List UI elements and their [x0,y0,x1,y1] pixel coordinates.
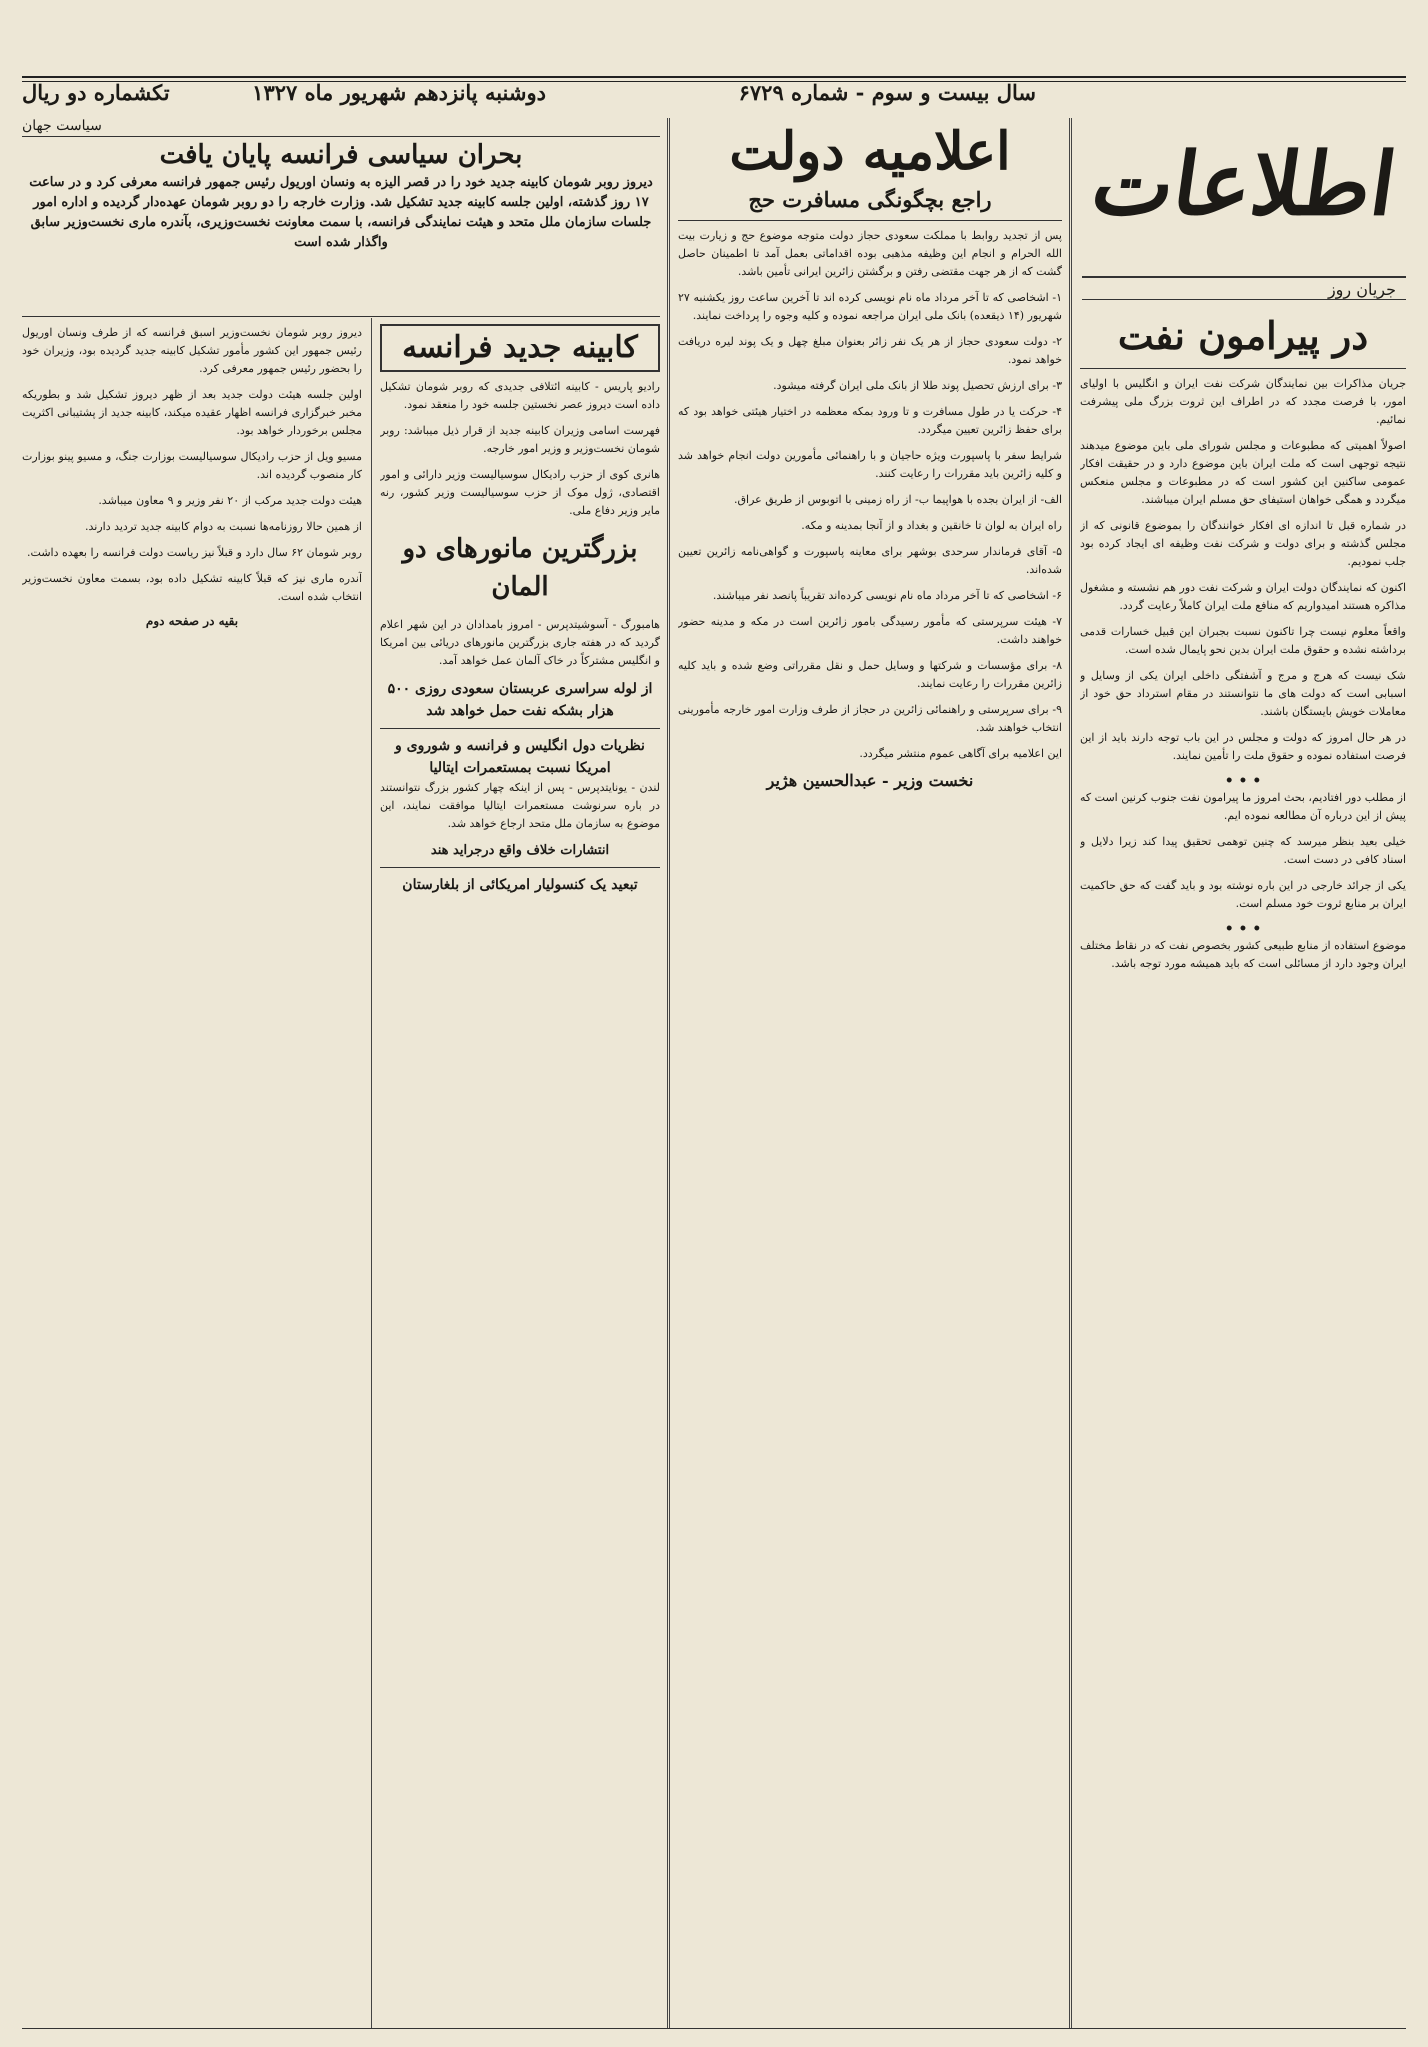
masthead [1082,120,1406,270]
paragraph: یکی از جرائد خارجی در این باره نوشته بود و باید گفت که حق حاکمیت ایران بر منابع ثروت خود مسلم است. [1080,879,1406,910]
paragraph: ۷- هیئت سرپرستی که مأمور رسیدگی بامور زائرین است در مکه و مدینه حضور خواهند داشت. [678,615,1062,646]
new-cabinet-headline: کابینه جدید فرانسه [380,324,660,372]
paragraph: در شماره قبل تا اندازه ای افکار خوانندگان را بموضوع قانونی که از مجلس گذشته و برای دولت و شرکت نفت وظیفه ای ایجاد کرده بود جلب نمودیم. [1080,519,1406,568]
divider [22,316,660,317]
paragraph: ۹- برای سرپرستی و راهنمائی زائرین در حجاز از طرف وزارت امور خارجه مأمورینی انتخاب خواهند شد. [678,703,1062,734]
column-divider [1069,118,1072,2029]
column-world-news [380,324,660,2029]
issue-date: دوشنبه پانزدهم شهریور ماه ۱۳۲۷ [252,80,546,105]
masthead-title: اطلاعات [1085,134,1403,235]
world-politics-lead [22,118,660,318]
paragraph: در هر حال امروز که دولت و مجلس در این باب توجه دارند باید از این فرصت استفاده نموده و حقوق ملت را تأمین نمایند. [1080,731,1406,762]
paragraph: لندن - یونایتدپرس - پس از اینکه چهار کشور بزرگ نتوانستند در باره سرنوشت مستعمرات ایتالیا موافقت نمایند، این موضوع به سازمان ملل متحد ارجاع خواهد شد. [380,781,660,830]
column-france-continued [22,324,362,2029]
german-maneuvers-headline: بزرگترین مانورهای دو المان [402,534,638,602]
paragraph: روبر شومان ۶۲ سال دارد و قبلاً نیز ریاست دولت فرانسه را بعهده داشت. [27,546,362,559]
paragraph: آندره ماری نیز که قبلاً کابینه تشکیل داده بود، بسمت معاون نخست‌وزیر انتخاب شده است. [22,572,362,603]
paragraph: این اعلامیه برای آگاهی عموم منتشر میگردد. [859,747,1062,760]
paragraph: شک نیست که هرج و مرج و آشفتگی داخلی ایران یکی از وسایل و اسبابی است که دولت های ما نتوانستند در مقام استرداد حق خود از معاملات خویش بایستگان باشند. [1080,669,1406,718]
paragraph: ۸- برای مؤسسات و شرکتها و وسایل حمل و نقل مقرراتی وضع شده و باید کلیه زائرین مقررات را رعایت نمایند. [678,659,1062,690]
paragraph: ۳- برای ارزش تحصیل پوند طلا از بانک ملی ایران گرفته میشود. [773,379,1062,392]
france-crisis-lead: دیروز روبر شومان کابینه جدید خود را در قصر الیزه به ونسان اوریول رئیس جمهور فرانسه معرفی کرد و در ساعت ۱۷ روز گذشته، اولین جلسه کابینه جدید تشکیل شد. وزارت خارجه را دو روبر شومان عهده‌دار گردیده و اداره امور جلسات سازمان ملل متحد و هیئت نمایندگی فرانسه، با سمت معاونت نخست‌وزیری، بآندره ماری نخست‌وزیر سابق واگذار شده است [29,175,653,250]
paragraph: ۴- حرکت یا در طول مسافرت و تا ورود بمکه معظمه در اختیار هیئتی خواهد بود که برای حفظ زائرین تعیین میگردد. [678,405,1062,436]
paragraph: الف- از ایران بجده با هواپیما ب- از راه زمینی با اتوبوس از طریق عراق. [733,493,1062,506]
divider [380,867,660,868]
paragraph: هیئت دولت جدید مرکب از ۲۰ نفر وزیر و ۹ معاون میباشد. [98,494,362,507]
paragraph: از همین حالا روزنامه‌ها نسبت به دوام کابینه جدید تردید دارند. [85,520,362,533]
issue-number: سال بیست و سوم - شماره ۶۷۲۹ [738,80,1036,105]
paragraph: هامبورگ - آسوشیتدپرس - امروز بامدادان در این شهر اعلام گردید که در هفته جاری بزرگترین مانورهای دریائی بین امریکا و انگلیس مشترکاً در خاک آلمان عمل خواهد آمد. [380,618,660,667]
paragraph: اولین جلسه هیئت دولت جدید بعد از ظهر دیروز تشکیل شد و بطوریکه مخبر خبرگزاری فرانسه اظهار عقیده میکند، کابینه جدید از پشتیبانی اکثریت مجلس برخوردار خواهد بود. [22,388,362,437]
saudi-pipeline-headline: از لوله سراسری عربستان سعودی روزی ۵۰۰ هزار بشکه نفت حمل خواهد شد [387,681,653,719]
paragraph: ۲- دولت سعودی حجاز از هر یک نفر زائر بعنوان مبلغ چهل و یک پوند لیره دریافت خواهد نمود. [678,335,1062,366]
italian-colonies-headline: نظریات دول انگلیس و فرانسه و شوروی و امریکا نسبت بمستعمرات ایتالیا [395,738,645,776]
india-press-headline: انتشارات خلاف واقع درجراید هند [430,843,610,858]
divider [380,728,660,729]
announcement-headline: اعلامیه دولت [729,121,1011,182]
paragraph: جریان مذاکرات بین نمایندگان شرکت نفت ایران و انگلیس با اولیای امور، با فرصت مجدد که در اطراف این ثروت بزرگ ملی پیشرفت نمائیم. [1080,377,1406,426]
paragraph: اکنون که نمایندگان دولت ایران و شرکت نفت دور هم نشسته و مشغول مذاکره هستند امیدواریم که منافع ملت ایران کاملاً رعایت گردد. [1080,581,1406,612]
continued-note: بقیه در صفحه دوم [145,614,239,628]
paragraph: راه ایران به لوان تا خانقین و بغداد و از آنجا بمدینه و مکه. [801,519,1062,532]
separator-dots: • • • [1224,921,1262,937]
column-divider [667,118,670,2029]
column-editorial [1080,310,1406,2029]
section-label: سیاست جهان [22,118,660,137]
announcement-signature: نخست وزیر - عبدالحسین هژیر [766,771,974,790]
divider [678,220,1062,221]
editorial-headline: در پیرامون نفت [1117,313,1369,358]
column-divider [371,318,372,2029]
paragraph: هانری کوی از حزب رادیکال سوسیالیست وزیر دارائی و امور اقتصادی، ژول موک از حزب سوسیالیست وزیر کشور، رنه مایر وزیر دفاع ملی. [380,468,660,517]
paragraph: ۶- اشخاصی که تا آخر مرداد ماه نام نویسی کرده‌اند تقریباً پانصد نفر میباشند. [712,589,1062,602]
paragraph: موضوع استفاده از منابع طبیعی کشور بخصوص نفت که در نقاط مختلف ایران وجود دارد از مسائلی است که باید همیشه مورد توجه باشد. [1080,939,1406,970]
paragraph: خیلی بعید بنظر میرسد که چنین توهمی تحقیق پیدا کند زیرا دلایل و اسناد کافی در دست است. [1080,835,1406,866]
bulgaria-consul-headline: تبعید یک کنسولیار امریکائی از بلغارستان [402,877,638,893]
separator-dots: • • • [1224,773,1262,789]
column-announcement [678,118,1062,2029]
paragraph: ۵- آقای فرماندار سرحدی بوشهر برای معاینه پاسپورت و گواهی‌نامه زائرین تعیین شده‌اند. [678,545,1062,576]
paragraph: اصولاً اهمیتی که مطبوعات و مجلس شورای ملی باین موضوع میدهند نتیجه توجهی است که ملت ایران باین موضوع دارد و در حقیقت افکار عمومی ساکنین این کشور است که در مطبوعات و مجلس منعکس میگردد و همگی خواهان استیفای حق مسلم ایران میباشند. [1080,439,1406,506]
paragraph: از مطلب دور افتادیم، بحث امروز ما پیرامون نفت جنوب کرنین است که پیش از این درباره آن مطالعه نموده ایم. [1080,791,1406,822]
paragraph: فهرست اسامی وزیران کابینه جدید از قرار ذیل میباشد: روبر شومان نخست‌وزیر و وزیر امور خارجه. [380,424,660,455]
header-rule [22,76,1406,78]
paragraph: ۱- اشخاصی که تا آخر مرداد ماه نام نویسی کرده اند تا آخرین ساعت روز یکشنبه ۲۷ شهریور (۱۴ ذیقعده) بانک ملی ایران مراجعه نموده و کلیه وجوه را پرداخت نمایند. [678,291,1062,322]
paragraph: رادیو پاریس - کابینه ائتلافی جدیدی که روبر شومان تشکیل داده است دیروز عصر نخستین جلسه خود را منعقد نمود. [380,380,660,411]
issue-price: تکشماره دو ریال [22,80,170,105]
paragraph: واقعاً معلوم نیست چرا تاکنون نسبت بجبران این قبیل خسارات قدمی برداشته نشده و حقوق ملت ایران بدین نحو پایمال شده است. [1080,625,1406,656]
paragraph: شرایط سفر با پاسپورت ویژه حاجیان و با راهنمائی مأمورین دولت انجام خواهد شد و کلیه زائرین باید مقررات را رعایت کنند. [678,449,1062,480]
paragraph: پس از تجدید روابط با مملکت سعودی حجاز دولت متوجه موضوع حج و زیارت بیت الله الحرام و انجام این وظیفه مذهبی بوده اقداماتی بعمل آمد تا اطمینان حاصل گشت که از هر جهت مقتضی رفتن و برگشتن زائرین ایرانی تأمین باشد. [678,229,1062,278]
newspaper-page [22,18,1406,2029]
section-label: جریان روز [1082,276,1406,300]
paragraph: دیروز روبر شومان نخست‌وزیر اسبق فرانسه که از طرف ونسان اوریول رئیس جمهور این کشور مأمور تشکیل کابینه جدید گردیده بود، وزیران خود را بحضور رئیس جمهور معرفی کرد. [22,326,362,375]
header-rule-thin [22,81,1406,82]
france-crisis-headline: بحران سیاسی فرانسه پایان یافت [159,140,523,170]
page-bottom-rule [22,2028,1406,2029]
paragraph: مسیو ویل از حزب رادیکال سوسیالیست بوزارت جنگ، و مسیو پینو بوزارت کار منصوب گردیده اند. [22,450,362,481]
announcement-subhead: راجع بچگونگی مسافرت حج [748,187,992,212]
divider [1080,368,1406,369]
